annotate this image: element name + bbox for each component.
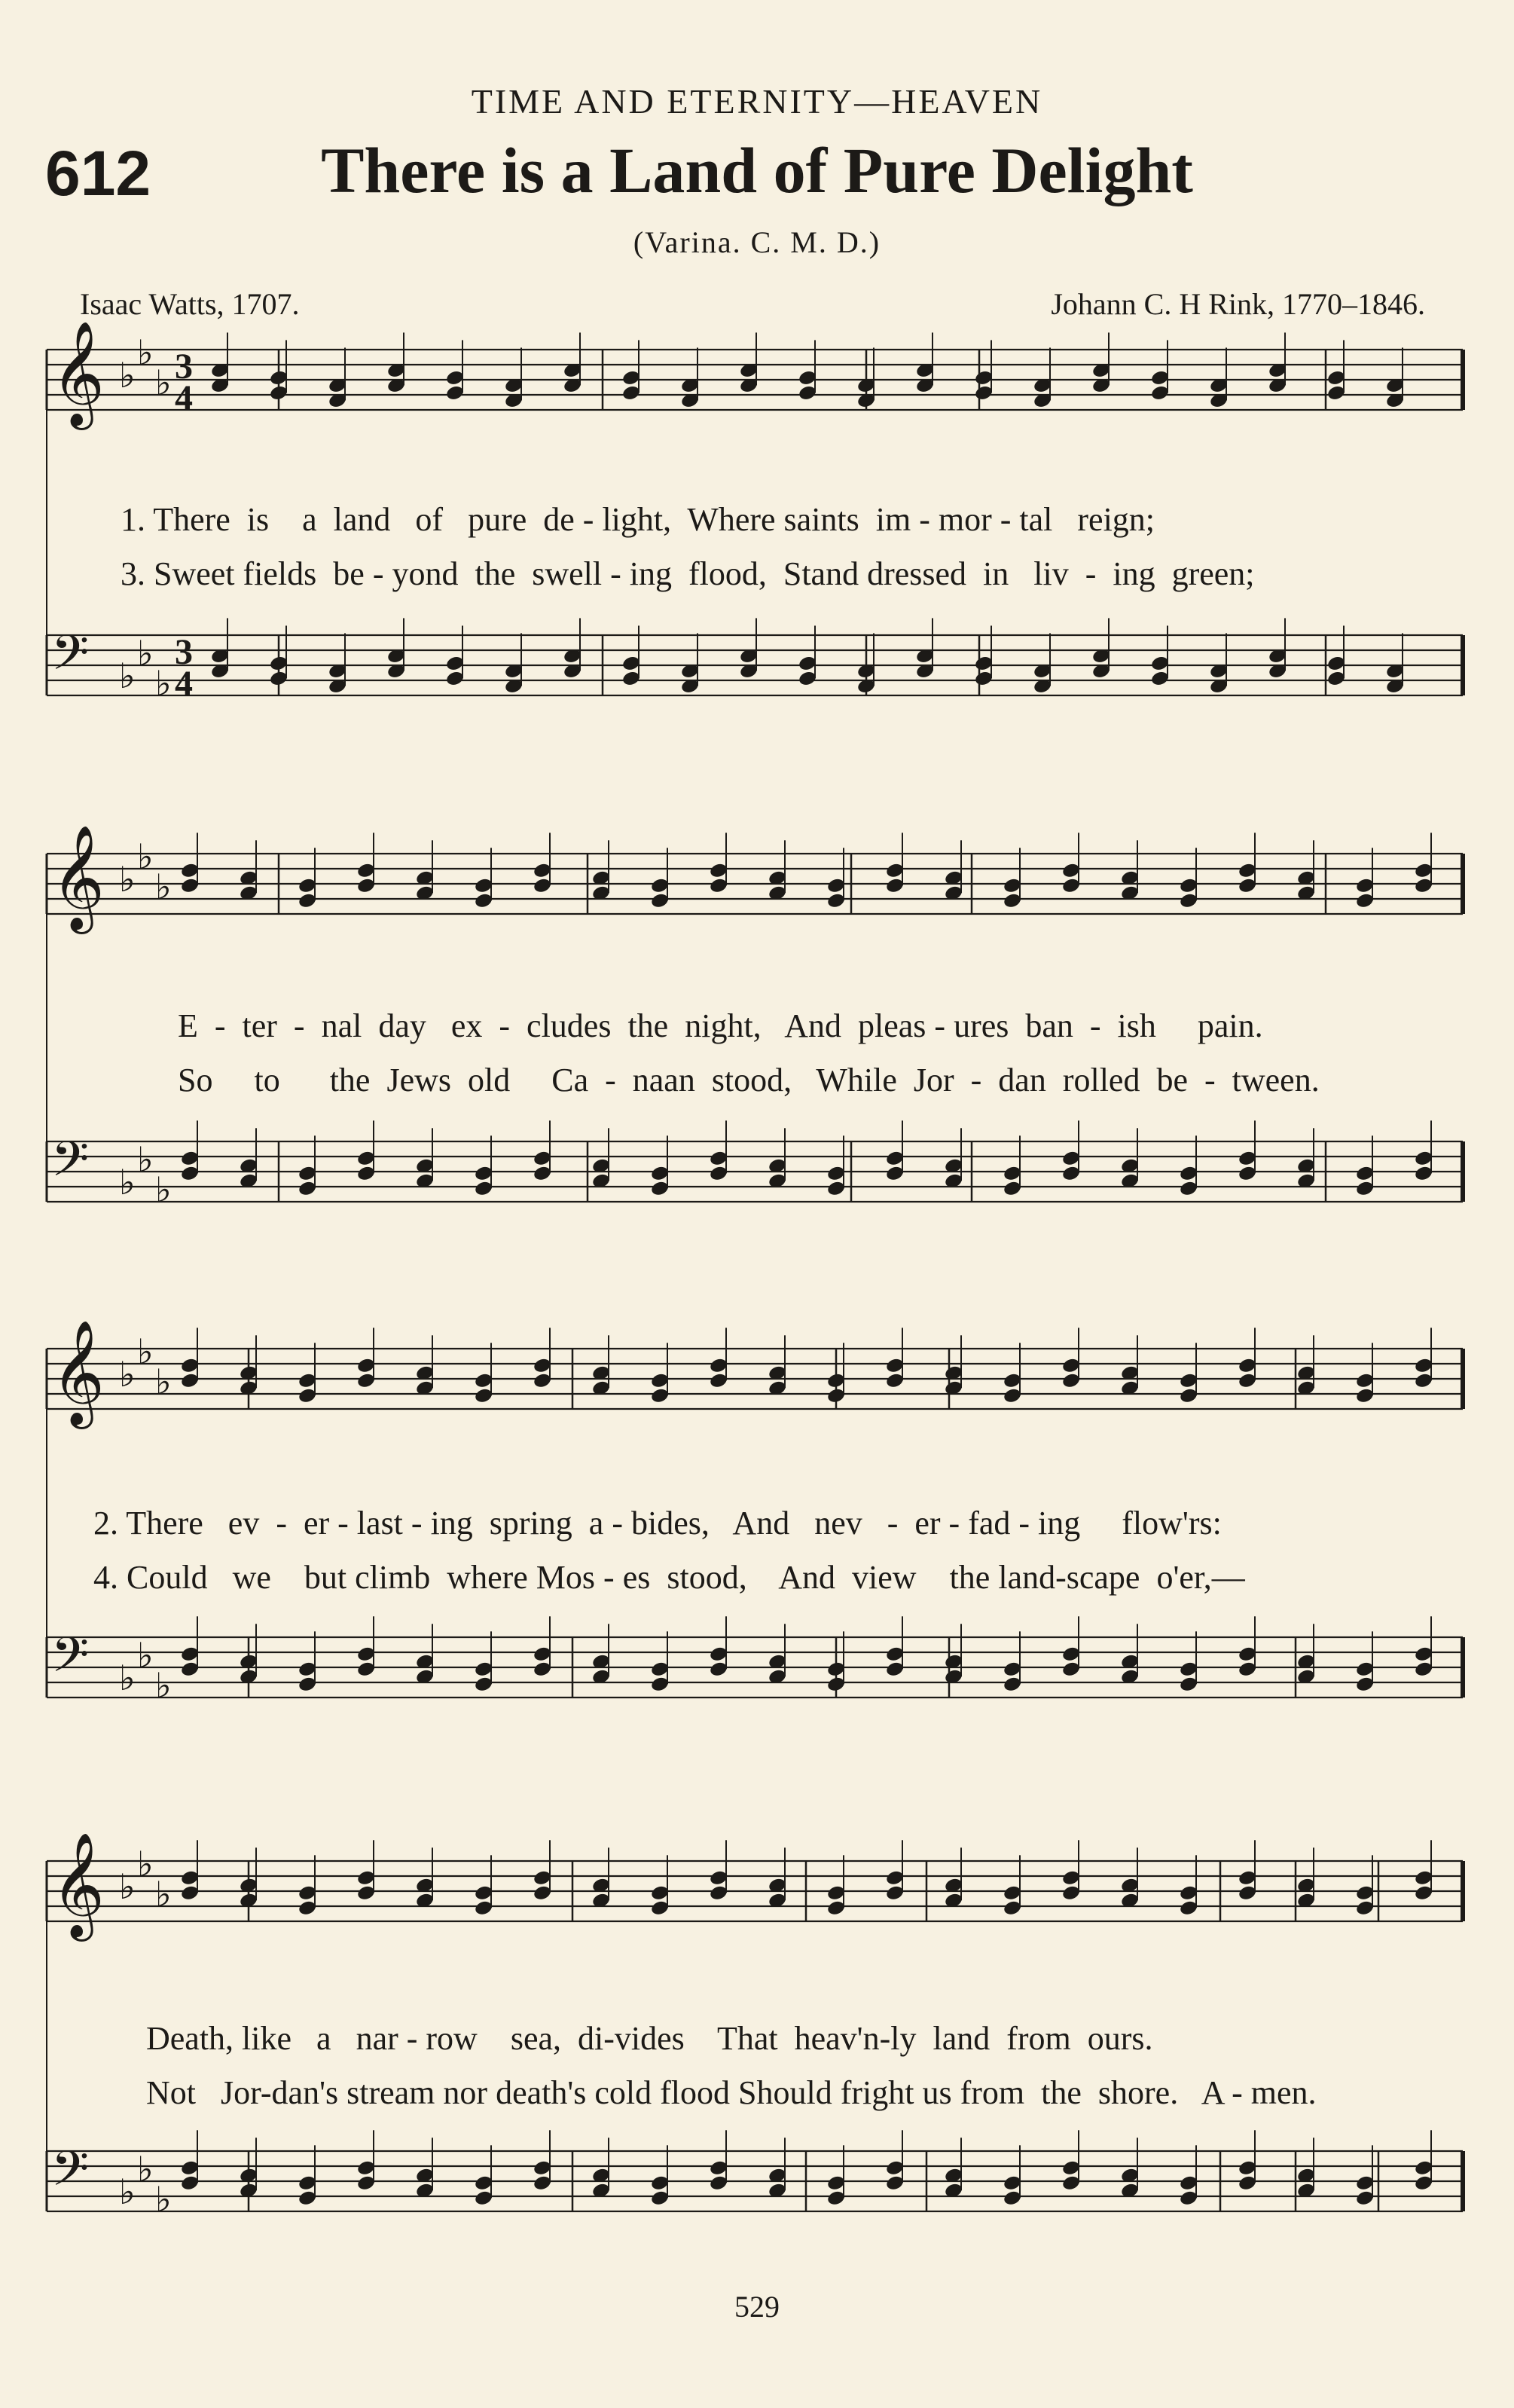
flat-sign: ♭ — [137, 332, 154, 373]
flat-sign: ♭ — [155, 663, 172, 704]
time-signature: 3 — [175, 347, 193, 387]
time-signature: 3 — [175, 632, 193, 672]
lyric-line: 3. Sweet fields be - yond the swell - ing flood, Stand dressed in liv - ing green; — [121, 555, 1255, 592]
hymn-number: 612 — [45, 138, 151, 209]
lyric-line: 1. There is a land of pure de - light, Where saints im - mor - tal reign; — [121, 501, 1155, 538]
time-signature: 4 — [175, 664, 193, 704]
lyric-line: 4. Could we but climb where Mos - es stood, And view the land-scape o'er,— — [93, 1559, 1245, 1596]
tune-name: (Varina. C. M. D.) — [633, 225, 881, 259]
flat-sign: ♭ — [119, 1658, 136, 1698]
flat-sign: ♭ — [119, 1866, 136, 1907]
flat-sign: ♭ — [119, 1162, 136, 1202]
flat-sign: ♭ — [119, 2171, 136, 2212]
flat-sign: ♭ — [155, 866, 172, 907]
flat-sign: ♭ — [137, 1844, 154, 1884]
author-credit: Isaac Watts, 1707. — [80, 287, 300, 321]
flat-sign: ♭ — [137, 633, 154, 674]
flat-sign: ♭ — [155, 1665, 172, 1706]
lyric-line: Death, like a nar - row sea, di-vides That heav'n-ly land from ours. — [146, 2020, 1153, 2057]
treble-clef: 𝄞 — [51, 825, 105, 930]
flat-sign: ♭ — [137, 836, 154, 877]
flat-sign: ♭ — [137, 2149, 154, 2190]
lyric-line: E - ter - nal day ex - cludes the night, And pleas - ures ban - ish pain. — [178, 1007, 1263, 1044]
flat-sign: ♭ — [137, 1635, 154, 1676]
treble-clef: 𝄞 — [51, 1832, 105, 1937]
hymn-title: There is a Land of Pure Delight — [321, 134, 1193, 206]
bass-clef: 𝄢 — [51, 625, 90, 693]
flat-sign: ♭ — [155, 2179, 172, 2220]
bass-clef: 𝄢 — [51, 2141, 90, 2209]
flat-sign: ♭ — [155, 1169, 172, 1210]
lyric-line: 2. There ev - er - last - ing spring a - bides, And nev - er - fad - ing flow'rs: — [93, 1505, 1222, 1542]
flat-sign: ♭ — [137, 1139, 154, 1180]
lyric-line: Not Jor-dan's stream nor death's cold flood Should fright us from the shore. A - men. — [146, 2074, 1317, 2111]
page-number: 529 — [734, 2290, 780, 2324]
time-signature: 4 — [175, 378, 193, 418]
composer-credit: Johann C. H Rink, 1770–1846. — [1051, 287, 1425, 321]
flat-sign: ♭ — [119, 655, 136, 696]
lyric-line: So to the Jews old Ca - naan stood, While Jor - dan rolled be - tween. — [178, 1062, 1320, 1099]
flat-sign: ♭ — [119, 859, 136, 900]
section-header: TIME AND ETERNITY—HEAVEN — [471, 82, 1043, 121]
bass-clef: 𝄢 — [51, 1132, 90, 1199]
flat-sign: ♭ — [119, 355, 136, 396]
treble-clef: 𝄞 — [51, 1320, 105, 1425]
flat-sign: ♭ — [155, 362, 172, 403]
flat-sign: ♭ — [155, 1361, 172, 1402]
flat-sign: ♭ — [119, 1354, 136, 1395]
flat-sign: ♭ — [155, 1874, 172, 1914]
treble-clef: 𝄞 — [51, 321, 105, 426]
flat-sign: ♭ — [137, 1331, 154, 1372]
bass-clef: 𝄢 — [51, 1627, 90, 1695]
